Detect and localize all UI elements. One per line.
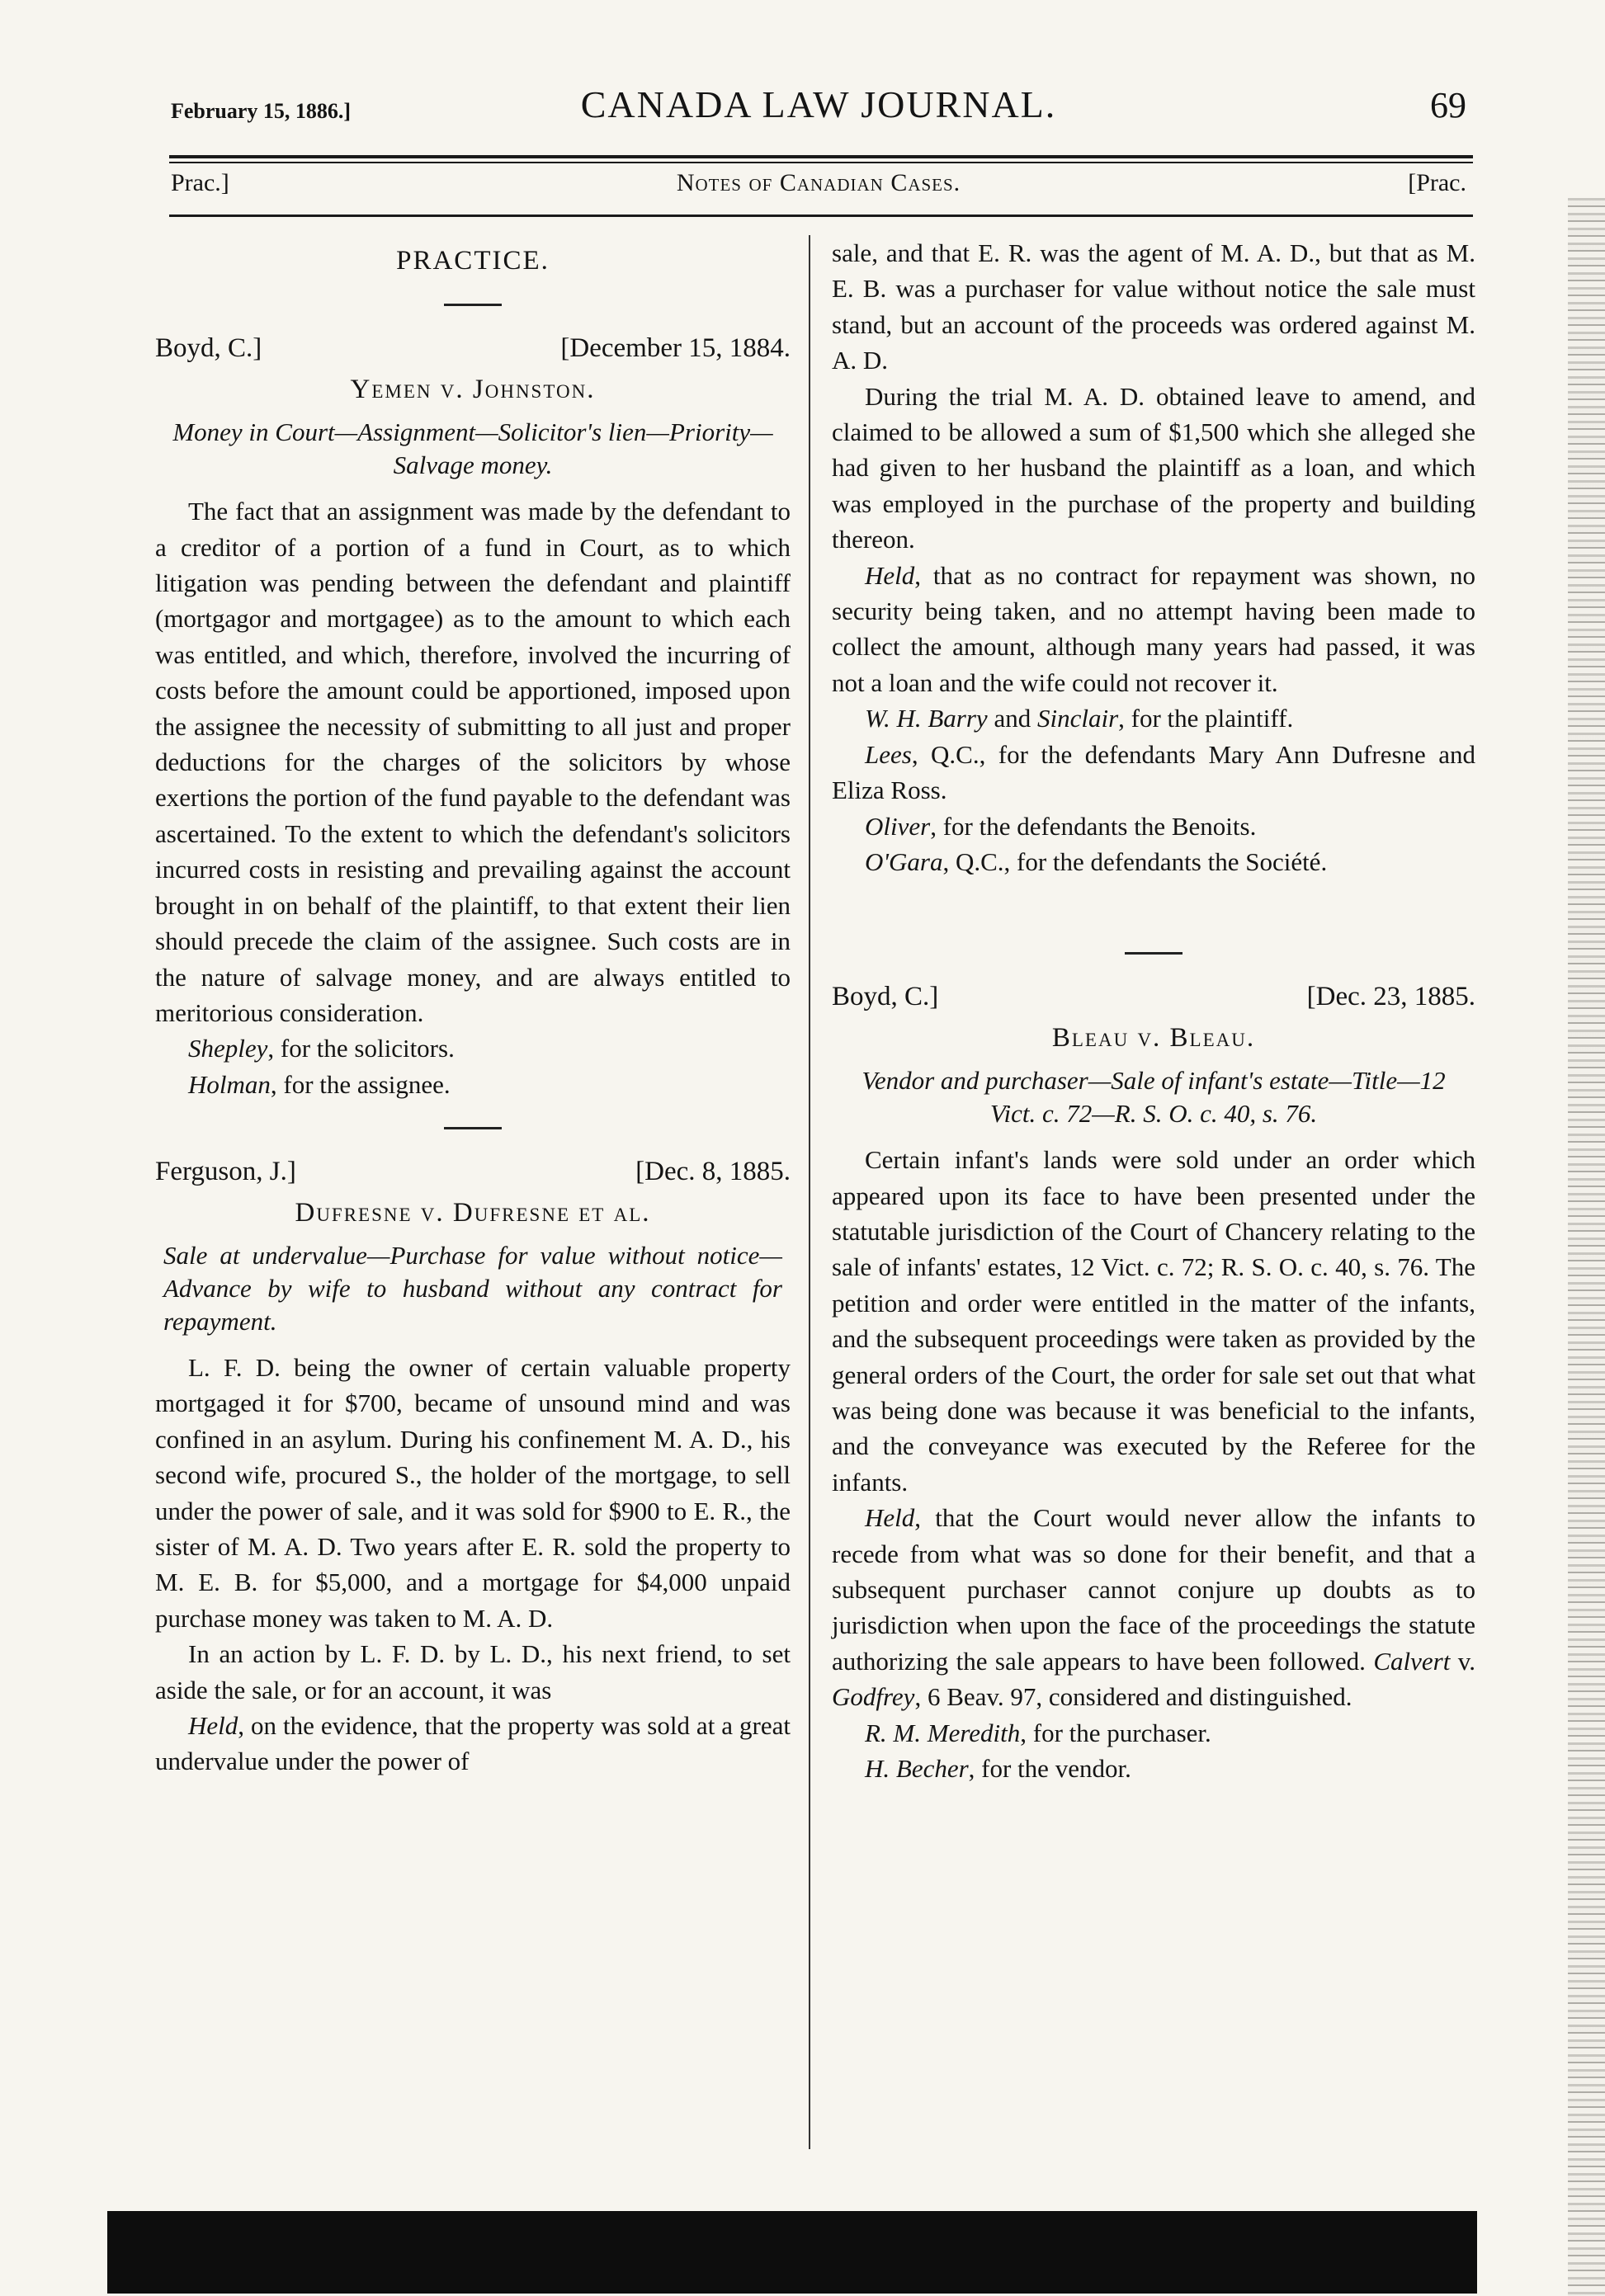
counsel-line — [155, 1067, 791, 1102]
case-headnote: Vendor and purchaser—Sale of infant's estate—Title—12 Vict. c. 72—R. S. O. c. 40, s. 76. — [862, 1066, 1446, 1129]
counsel-name: R. M. Meredith — [865, 1718, 1021, 1747]
counsel-line — [832, 1751, 1475, 1786]
section-rule — [169, 215, 1473, 217]
counsel-line — [832, 844, 1475, 879]
scan-bottom-bar — [107, 2211, 1477, 2294]
section-right: [Prac. — [1408, 169, 1466, 196]
section-left: Prac.] — [171, 169, 229, 196]
practice-heading: PRACTICE. — [396, 246, 550, 276]
held-paragraph — [832, 1500, 1475, 1714]
short-rule — [444, 1127, 502, 1129]
judge: Boyd, C.] — [155, 333, 262, 364]
case-headnote: Money in Court—Assignment—Solicitor's lien—Priority—Salvage money. — [172, 417, 773, 480]
case-date: [December 15, 1884. — [560, 333, 791, 364]
case-body: L. F. D. being the owner of certain valuable property mortgaged it for $700, became of unsound mind and was confined in an asylum. During his confinement M. A. D., his second wife, procured S., the holder of the mortgage, to sell under the power of sale, and it was sold for $900 to E. R., the sister of M. A. D. Two years after E. R. sold the property to M. E. B. for $5,000, and a mortgage for $4,000 unpaid purchase money was taken to M. A. D. — [155, 1352, 791, 1633]
held-text: , that the Court would never allow the infants to recede from what was so done for their benefit, and that a subsequent purchaser cannot conjure up doubts as to jurisdiction when upon the face of the proceedings the statute authorizing the sale appears to have been followed. — [832, 1503, 1475, 1676]
case-title: Dufresne v. Dufresne et al. — [295, 1197, 651, 1228]
counsel-line — [155, 1030, 791, 1066]
section-title: Notes of Canadian Cases. — [676, 169, 961, 196]
held-paragraph — [832, 558, 1475, 701]
case-body: Certain infant's lands were sold under an order which appeared upon its face to have been presented under the statutable jurisdiction of the Court of Chancery relating to the sale of infants' estates, 12 Vict. c. 72; R. S. O. c. 40, s. 76. The petition and order were entitled in the matter of the infants, and the subsequent proceedings were taken as provided by the general orders of the Court, the order for sale set out that what was being done was because it was beneficial to the infants, and the conveyance was executed by the Referee for the infants. — [832, 1145, 1475, 1497]
counsel-role: , for the assignee. — [270, 1069, 451, 1099]
section-head — [171, 169, 1466, 210]
case-judge-line — [155, 331, 791, 366]
citation-name: Calvert — [1373, 1646, 1451, 1676]
held-word: Held — [865, 1503, 915, 1533]
case-headnote: Sale at undervalue—Purchase for value without notice—Advance by wife to husband without any contract for repayment. — [163, 1240, 782, 1336]
held-text: , on the evidence, that the property was sold at a great undervalue under the power of — [155, 1711, 791, 1776]
case-title: Bleau v. Bleau. — [1051, 1022, 1256, 1053]
counsel-line — [832, 737, 1475, 809]
counsel-line — [832, 1715, 1475, 1751]
left-column — [155, 235, 791, 1780]
judge: Ferguson, J.] — [155, 1157, 296, 1187]
held-word: Held — [865, 560, 915, 590]
short-rule — [444, 304, 502, 306]
counsel-name: W. H. Barry — [865, 704, 988, 733]
held-text: , that as no contract for repayment was shown, no security being taken, and no attempt having been made to collect the amount, although many years had passed, it was not a loan and the wife could not recover it. — [832, 560, 1475, 697]
case-date: [Dec. 8, 1885. — [635, 1157, 791, 1187]
case-body: The fact that an assignment was made by the defendant to a creditor of a portion of a fund in Court, as to which litigation was pending between the defendant and plaintiff (mortgagor and mortgagee) as to the amount to which each was entitled, and which, therefore, involved the incurring of costs before the amount could be apportioned, imposed upon the assignee the necessity of submitting to all just and proper deductions for the charges of the solicitors by whose exertions the portion of the fund payable to the defendant was ascertained. To the extent to which the defendant's solicitors incurred costs in resisting and prevailing against the account brought in on behalf of the plaintiff, to that extent their lien should precede the claim of the assignee. Such costs are in the nature of salvage money, and are always entitled to meritorious consideration. — [155, 497, 791, 1027]
counsel-line — [832, 809, 1475, 844]
counsel-role: , for the purchaser. — [1020, 1718, 1211, 1747]
journal-title: CANADA LAW JOURNAL. — [580, 83, 1057, 125]
case-body: sale, and that E. R. was the agent of M. A. D., but that as M. E. B. was a purchaser for value without notice the sale must stand, but an account of the proceeds was ordered against M. A. D. — [832, 238, 1475, 375]
case-judge-line — [832, 979, 1475, 1015]
counsel-role: , Q.C., for the defendants Mary Ann Dufresne and Eliza Ross. — [832, 739, 1475, 805]
counsel-name: Holman — [188, 1069, 271, 1099]
scan-edge — [1568, 198, 1605, 2296]
column-divider — [809, 235, 810, 2149]
citation-rest: , 6 Beav. 97, considered and distinguished. — [914, 1682, 1352, 1712]
counsel-name: H. Becher — [865, 1754, 969, 1784]
counsel-role: , for the solicitors. — [267, 1034, 455, 1063]
counsel-role: , for the vendor. — [968, 1754, 1131, 1784]
counsel-name: Sinclair — [1036, 704, 1119, 733]
judge: Boyd, C.] — [832, 982, 939, 1012]
case-title: Yemen v. Johnston. — [350, 374, 596, 404]
counsel-join: and — [987, 704, 1037, 733]
case-body: In an action by L. F. D. by L. D., his next friend, to set aside the sale, or for an account, it was — [155, 1639, 791, 1704]
spacer — [832, 879, 1475, 927]
case-body: During the trial M. A. D. obtained leave to amend, and claimed to be allowed a sum of $1,500 which she alleged she had given to her husband the plaintiff as a loan, and which was employed in the purchase of the property and building thereon. — [832, 381, 1475, 554]
header-rule-bottom — [169, 162, 1473, 163]
counsel-role: , for the plaintiff. — [1118, 704, 1294, 733]
counsel-name: O'Gara — [865, 846, 943, 876]
citation-name: Godfrey — [832, 1682, 915, 1712]
counsel-name: Oliver — [865, 811, 931, 841]
short-rule — [1125, 952, 1183, 955]
issue-date: February 15, 1886.] — [171, 99, 352, 123]
counsel-role: , Q.C., for the defendants the Société. — [942, 846, 1328, 876]
held-paragraph — [155, 1708, 791, 1780]
counsel-role: , for the defendants the Benoits. — [930, 811, 1257, 841]
page-number: 69 — [1430, 85, 1466, 125]
case-date: [Dec. 23, 1885. — [1306, 982, 1475, 1012]
counsel-name: Lees — [865, 739, 912, 769]
held-word: Held — [188, 1711, 238, 1740]
running-head — [171, 83, 1466, 140]
counsel-line — [832, 700, 1475, 736]
citation-join: v. — [1450, 1646, 1475, 1676]
right-column — [832, 235, 1475, 1786]
counsel-name: Shepley — [188, 1034, 268, 1063]
case-judge-line — [155, 1154, 791, 1190]
header-rule-top — [169, 155, 1473, 158]
